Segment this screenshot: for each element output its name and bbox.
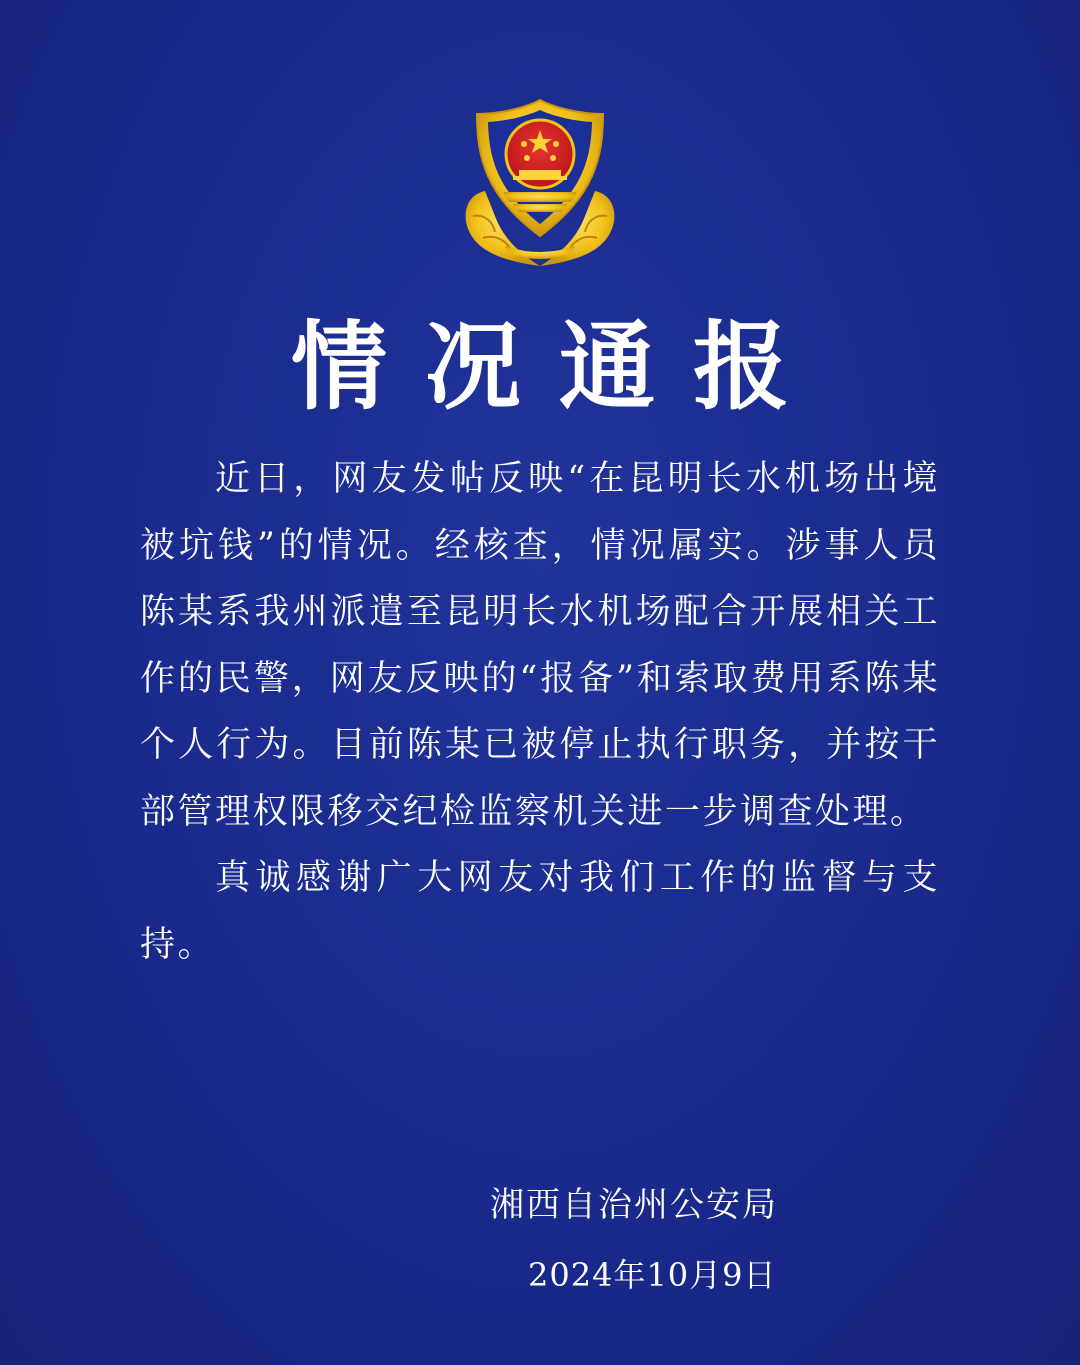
issuer-name: 湘西自治州公安局 [490,1185,778,1225]
page-title: 情况通报 [291,310,827,423]
police-emblem-icon [455,96,625,268]
notice-body [140,446,940,978]
body-paragraph: 近日，网友发帖反映“在昆明长水机场出境被坑钱”的情况。经核查，情况属实。涉事人员陈某系我州派遣至昆明长水机场配合开展相关工作的民警，网友反映的“报备”和索取费用系陈某个人行为。目前陈某已被停止执行职务，并按干部管理权限移交纪检监察机关进一步调查处理。 [140,459,940,832]
body-paragraph: 真诚感谢广大网友对我们工作的监督与支持。 [140,858,940,965]
issue-date: 2024年10月9日 [528,1256,777,1294]
